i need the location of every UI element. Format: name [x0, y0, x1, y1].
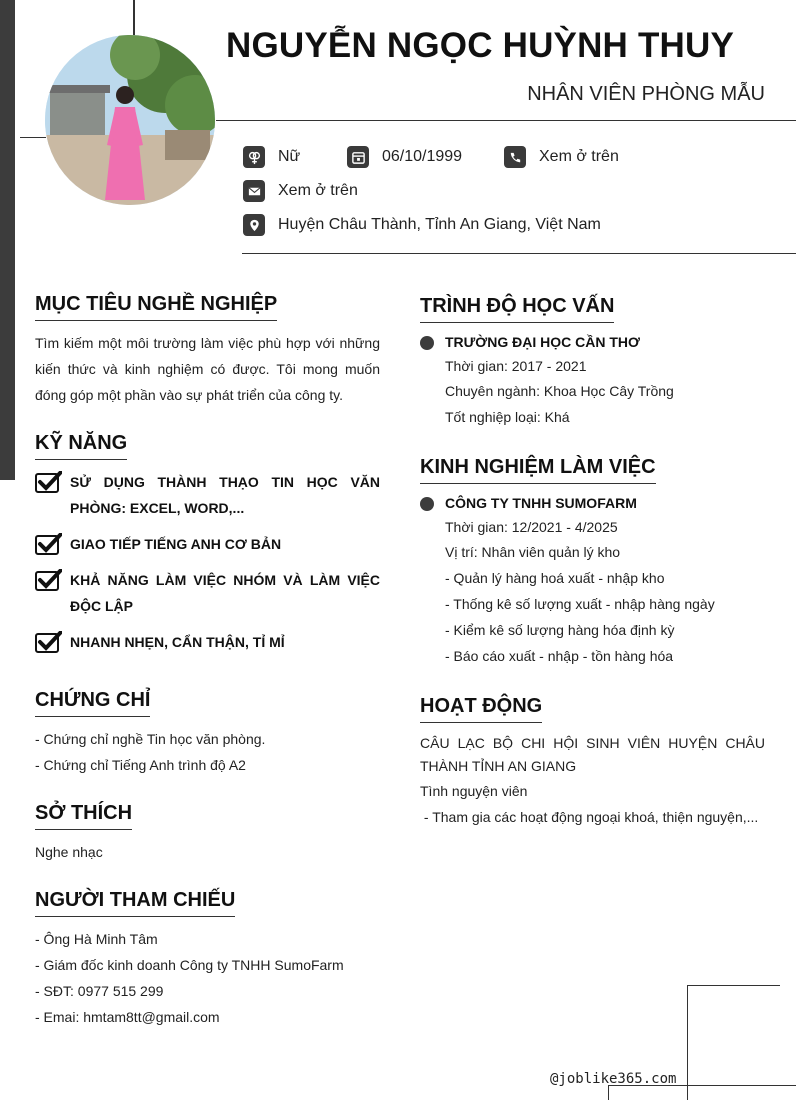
watermark: @joblike365.com: [550, 1071, 677, 1087]
certificate-item: - Chứng chỉ Tiếng Anh trình độ A2: [35, 757, 246, 773]
education-line: Tốt nghiệp loại: Khá: [445, 409, 570, 425]
experience-line: Vị trí: Nhân viên quản lý kho: [445, 544, 621, 560]
checkbox-check-icon: [35, 631, 62, 653]
reference-line: - Giám đốc kinh doanh Công ty TNHH SumoFarm: [35, 957, 344, 973]
address-value: Huyện Châu Thành, Tỉnh An Giang, Việt Nam: [278, 216, 601, 233]
decor-line: [687, 985, 780, 986]
skill-text: NHANH NHẸN, CẨN THẬN, TỈ MỈ: [70, 634, 285, 650]
section-title-activities: HOẠT ĐỘNG: [420, 694, 542, 723]
info-email: [243, 179, 358, 203]
section-title-hobbies: SỞ THÍCH: [35, 801, 132, 830]
school-name: TRƯỜNG ĐẠI HỌC CẦN THƠ: [445, 334, 640, 350]
skill-text: SỬ DỤNG THÀNH THẠO TIN HỌC VĂN PHÒNG: EXCEL, WORD,...: [70, 474, 380, 516]
phone-icon: [504, 146, 526, 168]
info-gender: [243, 145, 300, 169]
company-name: CÔNG TY TNHH SUMOFARM: [445, 495, 637, 511]
skill-item: [35, 469, 380, 521]
reference-line: - Ông Hà Minh Tâm: [35, 931, 158, 947]
calendar-icon: [347, 146, 369, 168]
info-divider: [242, 253, 796, 254]
decor-bar-left: [0, 0, 15, 192]
decor-line: [133, 0, 135, 36]
section-title-skills: KỸ NĂNG: [35, 431, 127, 460]
activity-role: Tình nguyện viên: [420, 783, 528, 799]
skill-item: [35, 567, 380, 619]
info-phone: [504, 145, 619, 169]
section-title-objective: MỤC TIÊU NGHỀ NGHIỆP: [35, 292, 277, 321]
skill-text: GIAO TIẾP TIẾNG ANH CƠ BẢN: [70, 536, 282, 552]
email-value: Xem ở trên: [278, 182, 358, 199]
decor-line: [687, 985, 688, 1100]
header-divider: [216, 120, 796, 121]
email-icon: [243, 180, 265, 202]
section-title-certificates: CHỨNG CHỈ: [35, 688, 150, 717]
info-address: [243, 213, 601, 237]
phone-value: Xem ở trên: [539, 148, 619, 165]
info-birthday: [347, 145, 462, 169]
checkbox-check-icon: [35, 569, 62, 591]
gender-value: Nữ: [278, 148, 301, 165]
education-line: Thời gian: 2017 - 2021: [445, 358, 587, 374]
certificate-item: - Chứng chỉ nghề Tin học văn phòng.: [35, 731, 266, 747]
candidate-name: NGUYỄN NGỌC HUỲNH THUY: [226, 26, 735, 65]
decor-bar-right: [0, 192, 15, 480]
experience-line: - Kiểm kê số lượng hàng hóa định kỳ: [445, 622, 675, 638]
education-line: Chuyên ngành: Khoa Học Cây Trồng: [445, 383, 674, 399]
activity-desc: - Tham gia các hoạt động ngoại khoá, thiện nguyện,...: [420, 809, 759, 825]
skill-item: [35, 531, 380, 557]
objective-text: Tìm kiếm một môi trường làm việc phù hợp với những kiến thức và kinh nghiệm có được. Tôi mong muốn đóng góp một phần vào sự phát triển của công ty.: [35, 335, 380, 403]
job-title: NHÂN VIÊN PHÒNG MẪU: [527, 83, 765, 105]
section-title-references: NGƯỜI THAM CHIẾU: [35, 888, 235, 917]
bullet-dot: [420, 497, 434, 511]
experience-line: - Quản lý hàng hoá xuất - nhập kho: [445, 570, 665, 586]
skill-text: KHẢ NĂNG LÀM VIỆC NHÓM VÀ LÀM VIỆC ĐỘC LẬP: [70, 572, 380, 614]
experience-line: - Báo cáo xuất - nhập - tồn hàng hóa: [445, 648, 674, 664]
gender-icon: [243, 146, 265, 168]
reference-line: - Emai: hmtam8tt@gmail.com: [35, 1009, 220, 1025]
hobby-text: Nghe nhạc: [35, 844, 103, 860]
bullet-dot: [420, 336, 434, 350]
experience-line: Thời gian: 12/2021 - 4/2025: [445, 519, 618, 535]
birthday-value: 06/10/1999: [382, 148, 463, 165]
decor-line: [608, 1085, 609, 1100]
activity-org: CÂU LẠC BỘ CHI HỘI SINH VIÊN HUYỆN CHÂU THÀNH TỈNH AN GIANG: [420, 735, 765, 774]
section-title-experience: KINH NGHIỆM LÀM VIỆC: [420, 455, 656, 484]
decor-line: [20, 137, 46, 138]
experience-line: - Thống kê số lượng xuất - nhập hàng ngày: [445, 596, 715, 612]
skill-item: [35, 629, 380, 655]
section-title-education: TRÌNH ĐỘ HỌC VẤN: [420, 294, 614, 323]
location-pin-icon: [243, 214, 265, 236]
reference-line: - SĐT: 0977 515 299: [35, 983, 164, 999]
checkbox-check-icon: [35, 533, 62, 555]
avatar: [45, 35, 215, 205]
checkbox-check-icon: [35, 471, 62, 493]
